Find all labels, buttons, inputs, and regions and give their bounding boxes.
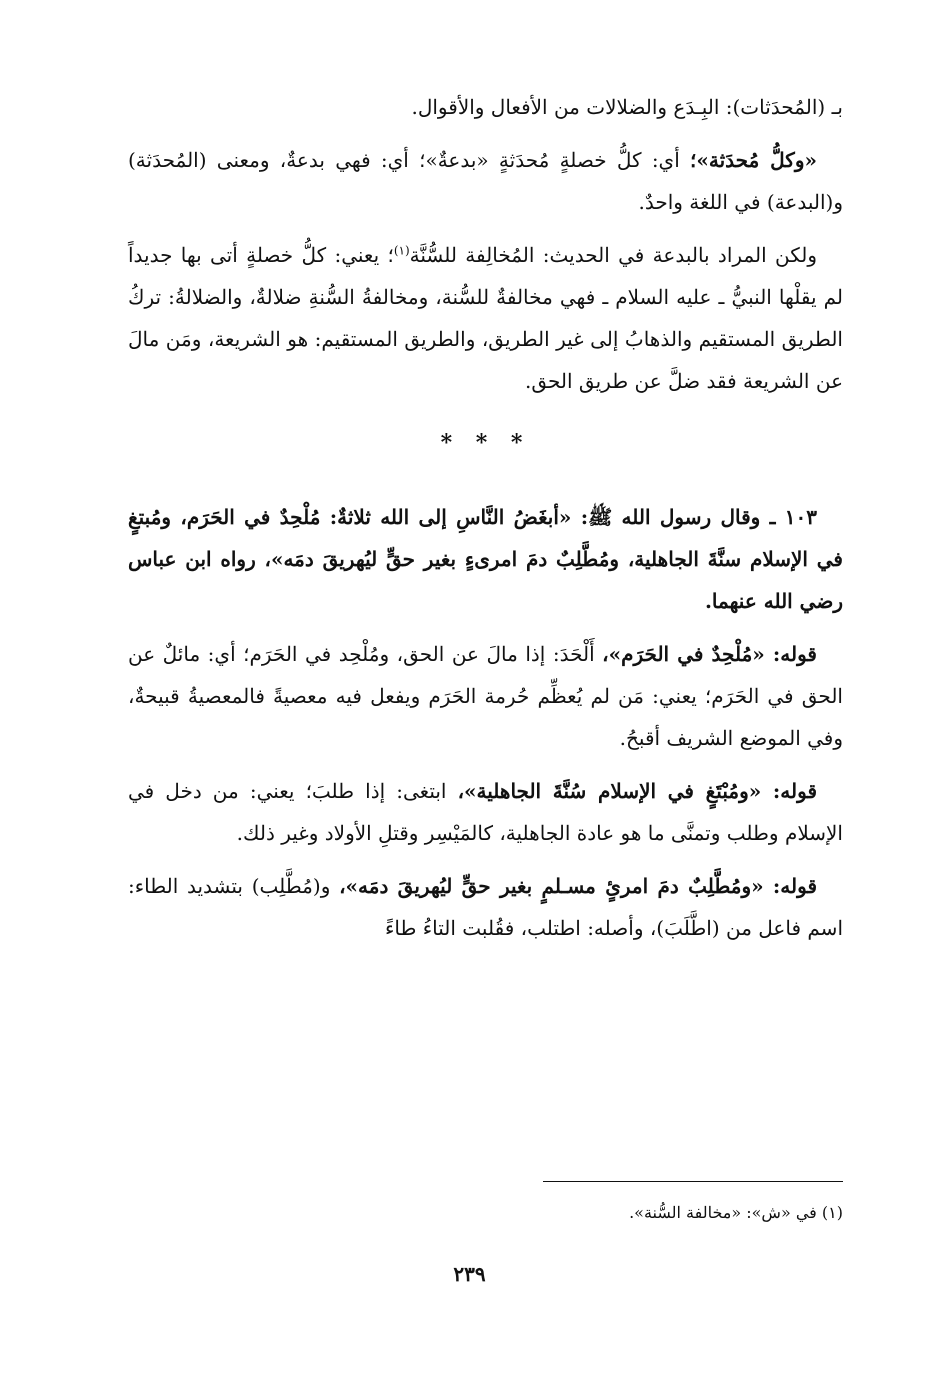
hadith-103: [128, 496, 843, 622]
commentary-1: [128, 633, 843, 759]
footnote-divider: [543, 1181, 843, 1182]
hadith-103-text: ١٠٣ ـ وقال رسول الله ﷺ: «أبغَضُ النَّاسِ إلى الله ثلاثةٌ: مُلْحِدٌ في الحَرَم، ومُبتغٍ في الإسلام سنَّةَ الجاهلية، ومُطَّلِبٌ دمَ امرىءٍ بغير حقٍّ ليُهريقَ دمَه»، رواه ابن عباس رضي الله عنهما.: [128, 505, 843, 613]
page-body: [128, 86, 843, 960]
commentary-2: [128, 770, 843, 854]
footnote: (١) في «ش»: «مخالفة السُّنة».: [629, 1203, 843, 1222]
commentary-1-lead: قوله: «مُلْحِدٌ في الحَرَم»،: [602, 642, 817, 666]
paragraph-3: [128, 234, 843, 402]
paragraph-1: [128, 86, 843, 128]
paragraph-1-text: بـ (المُحدَثات): البِـدَع والضلالات من الأفعال والأقوال.: [411, 95, 843, 119]
commentary-2-lead: قوله: «ومُبْتَغٍ في الإسلام سُنَّةَ الجاهلية»،: [457, 779, 818, 803]
paragraph-3-text-after: ؛ يعني: كلُّ خصلةٍ أتى بها جديداً لم يقلْها النبيُّ ـ عليه السلام ـ فهي مخالفةٌ للسُّنة، ومخالفةُ السُّنةِ ضلالةٌ، والضلالةُ: تركُ الطريق المستقيم والذهابُ إلى غير الطريق، والطريق المستقيم: هو الشريعة، ومَن مالَ عن الشريعة فقد ضلَّ عن طريق الحق.: [128, 243, 843, 393]
paragraph-2-lead: «وكلُّ مُحدَثة»؛: [690, 148, 817, 172]
paragraph-3-text-before: ولكن المراد بالبدعة في الحديث: المُخالِفة للسُّنَّة: [409, 243, 817, 267]
commentary-1-text: أَلْحَدَ: إذا مالَ عن الحق، ومُلْحِد في الحَرَم؛ أي: مائلٌ عن الحق في الحَرَم؛ يعني: مَن لم يُعظِّم حُرمة الحَرَم ويفعل فيه معصيةً فالمعصيةُ قبيحةٌ، وفي الموضع الشريف أقبحُ.: [128, 642, 843, 750]
paragraph-2-text: أي: كلُّ خصلةٍ مُحدَثةٍ «بدعةٌ»؛ أي: فهي بدعةٌ، ومعنى (المُحدَثة) و(البدعة) في اللغة واحدٌ.: [128, 148, 843, 214]
page-number: ٢٣٩: [453, 1262, 486, 1286]
paragraph-2: [128, 139, 843, 223]
commentary-2-text: ابتغى: إذا طلبَ؛ يعني: من دخل في الإسلام وطلب وتمنَّى ما هو عادة الجاهلية، كالمَيْسِر وقتلِ الأولاد وغير ذلك.: [128, 779, 843, 845]
commentary-3: [128, 865, 843, 949]
commentary-3-text: و(مُطَّلِب) بتشديد الطاء: اسم فاعل من (اطَّلَبَ)، وأصله: اطتلب، فقُلبت التاءُ طاءً: [128, 874, 843, 940]
section-separator: * * *: [440, 430, 531, 456]
commentary-3-lead: قوله: «ومُطَّلِبٌ دمَ امرئٍ مسـلمٍ بغير حقٍّ ليُهريقَ دمَه»،: [339, 874, 818, 898]
footnote-reference[interactable]: (١): [393, 243, 410, 258]
